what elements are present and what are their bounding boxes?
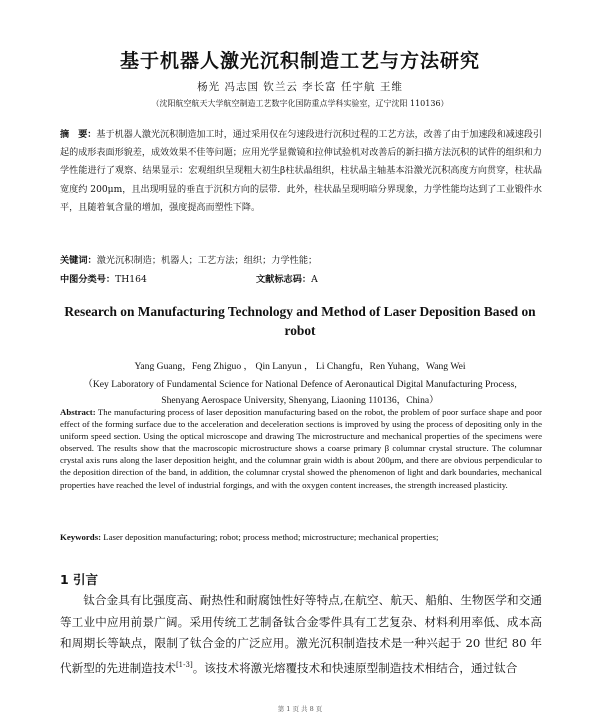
paper-title-cn: 基于机器人激光沉积制造工艺与方法研究 (119, 50, 480, 72)
introduction-text-2: 。该技术将激光熔覆技术和快速原型制造技术相结合，通过钛合 (192, 660, 518, 675)
affiliation-en: （Key Laboratory of Fundamental Science for National Defence of Aeronautical Digital Manufacturing Process, Shenyang Aerospace University, Shenyang, Liaoning 110136，China） (83, 379, 517, 406)
classification-cn (60, 271, 542, 285)
introduction-text-1: 钛合金具有比强度高、耐热性和耐腐蚀性好等特点,在航空、航天、船舶、生物医学和交通等工业中应用前景广阔。采用传统工艺制备钛合金零件具有工艺复杂、材料利用率低、成本高和周期长等缺点，限制了钛合金的广泛应用。激光沉积制造技术是一种兴起于 20 世纪 80 年代新型的先进制造技术 (60, 593, 542, 675)
introduction-paragraph (60, 590, 542, 679)
keywords-cn-label: 关键词： (60, 255, 97, 266)
keywords-en (60, 532, 542, 542)
keywords-cn (60, 252, 542, 266)
keywords-cn-text: 激光沉积制造；机器人；工艺方法；组织；力学性能； (96, 255, 318, 266)
affiliation-cn: （沈阳航空航天大学航空制造工艺数字化国防重点学科实验室，辽宁沈阳 110136） (151, 99, 449, 108)
abstract-en-text: The manufacturing process of laser deposition manufacturing based on the robot, the problem of poor surface shape and poor effect of the forming surface due to the acceleration and deceleration sections is improved by using the process of depositing only in the uniform speed section. Using the optical microscope and drawing The microstructure and mechanical properties of the specimens were observed. The results show that the macroscopic microstructure shows a coarse primary β columnar crystal structure. The columnar crystal axis runs along the laser deposition height, and the columnar grain width is about 200μm, and there are obvious perpendicular to the deposition direction of the band, in addition, the columnar crystal showed the phenomenon of light and dark boundaries, mechanical properties have reached the level of industrial forgings, and with the oxygen content increases, the strength increased plasticity. (60, 407, 542, 490)
paper-title-en: Research on Manufacturing Technology and Method of Laser Deposition Based on robot (64, 304, 536, 338)
abstract-cn (60, 126, 542, 217)
classification-label: 中图分类号： (60, 274, 116, 285)
abstract-cn-text: 基于机器人激光沉积制造加工时，通过采用仅在匀速段进行沉积过程的工艺方法，改善了由于加速段和减速段引起的成形表面形貌差，成效效果不佳等问题；应用光学显微镜和拉伸试验机对改善后的新扫描方法沉积的试件的组织和力学性能进行了观察、结果显示：宏观组织呈现粗大初生β柱状晶组织，柱状晶主轴基本沿激光沉积高度方向贯穿，柱状晶宽度约 200μm，且出现明显的垂直于沉积方向的层带．此外，柱状晶呈现明暗分界现象，力学性能均达到了工业锻件水平，且随着氧含量的增加，强度提高而塑性下降。 (60, 130, 542, 213)
document-code-label: 文献标志码： (256, 274, 312, 285)
classification-value: TH164 (115, 274, 147, 285)
page-footer: 第 1 页 共 8 页 (277, 705, 323, 713)
document-code-value: A (311, 274, 318, 285)
abstract-en (60, 406, 542, 491)
author-list-en: Yang Guang，Feng Zhiguo ， Qin Lanyun ， Li Changfu，Ren Yuhang，Wang Wei (134, 361, 466, 372)
citation-ref: [1-3] (175, 660, 193, 669)
keywords-en-label: Keywords: (60, 532, 102, 542)
author-list-cn: 杨光 冯志国 钦兰云 李长富 任宇航 王维 (197, 81, 403, 93)
section-heading-introduction: 1 引言 (60, 572, 99, 587)
document-code (256, 271, 318, 285)
keywords-en-text: Laser deposition manufacturing; robot; process method; microstructure; mechanical properties; (103, 532, 439, 542)
abstract-cn-label: 摘 要： (60, 130, 97, 140)
abstract-en-label: Abstract: (60, 407, 96, 417)
